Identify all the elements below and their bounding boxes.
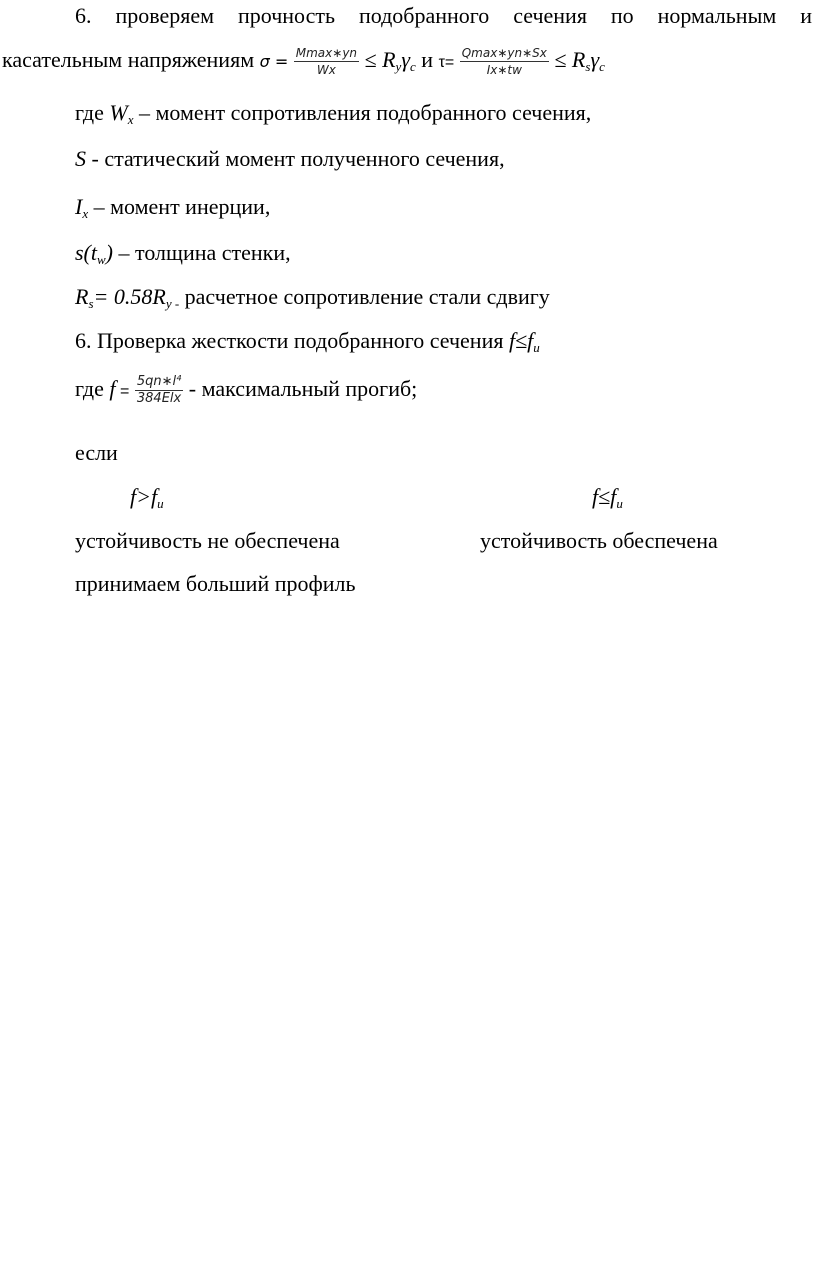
- word: сечения: [513, 3, 587, 28]
- condition-fail: [130, 483, 164, 514]
- word: нормальным: [657, 3, 777, 28]
- definition-ix: [75, 193, 270, 224]
- action-larger-profile: принимаем больший профиль: [75, 571, 356, 596]
- text: расчетное сопротивление стали сдвигу: [179, 284, 550, 309]
- result-pass: устойчивость обеспечена: [480, 528, 718, 553]
- result-fail: устойчивость не обеспечена: [75, 528, 340, 553]
- fraction-numerator: 5qn∗l⁴: [136, 374, 182, 390]
- condition-pass: [592, 483, 623, 514]
- gamma: γ: [401, 47, 410, 72]
- variable: = 0.58R: [93, 284, 166, 309]
- text: 6. Проверка жесткости подобранного сечения: [75, 328, 509, 353]
- variable: ): [105, 240, 113, 265]
- text: где: [75, 100, 110, 125]
- le-rs: ≤ R: [554, 47, 586, 72]
- subscript: y ‐: [165, 296, 180, 311]
- variable: s(t: [75, 240, 97, 265]
- paragraph-step-6-line-2: [2, 46, 605, 77]
- subscript: c: [410, 59, 416, 74]
- tau-symbol: τ=: [438, 54, 455, 71]
- word: по: [610, 3, 634, 28]
- subscript: y: [395, 59, 402, 74]
- subscript: w: [97, 252, 106, 267]
- variable: W: [109, 100, 128, 125]
- text: – толщина стенки,: [113, 240, 291, 265]
- text: ‐ статический момент полученного сечения,: [86, 146, 505, 171]
- word: и: [800, 3, 812, 28]
- definition-rs: [75, 283, 550, 314]
- subscript: x: [127, 112, 134, 127]
- word: подобранного: [358, 3, 490, 28]
- word: проверяем: [115, 3, 215, 28]
- subscript: s: [585, 59, 591, 74]
- variable: I: [75, 194, 83, 219]
- variable: f≤f: [592, 484, 617, 509]
- fraction-denominator: Ix∗tw: [486, 63, 522, 78]
- subscript: u: [533, 340, 540, 355]
- if-label: если: [75, 440, 118, 465]
- subscript: u: [616, 496, 623, 511]
- text: где: [75, 376, 110, 401]
- subscript: u: [157, 496, 164, 511]
- fraction-numerator: Qmax∗yn∗Sx: [461, 46, 547, 61]
- text: ‐ максимальный прогиб;: [188, 376, 418, 401]
- equals: =: [115, 383, 130, 400]
- variable: f>f: [130, 484, 158, 509]
- text: – момент инерции,: [88, 194, 271, 219]
- fraction-denominator: Wx: [316, 63, 336, 78]
- fraction-denominator: 384Elx: [136, 391, 182, 407]
- word: прочность: [237, 3, 335, 28]
- variable: f: [109, 376, 116, 401]
- definition-wx: [75, 99, 591, 130]
- paragraph-step-6-line-1: [75, 2, 812, 30]
- conjunction: и: [421, 47, 439, 72]
- subscript: c: [599, 59, 605, 74]
- le-ry: ≤ R: [364, 47, 396, 72]
- gamma: γ: [590, 47, 600, 72]
- stiffness-check-heading: [75, 327, 540, 358]
- subscript: s: [88, 296, 94, 311]
- variable: f≤f: [508, 328, 534, 353]
- normal-stress-fraction: [294, 46, 359, 77]
- sigma-symbol: σ =: [259, 52, 289, 71]
- deflection-formula: [75, 375, 417, 406]
- subscript: x: [82, 206, 89, 221]
- definition-tw: [75, 239, 291, 270]
- definition-s: [75, 145, 505, 173]
- variable: R: [75, 284, 89, 309]
- word: 6.: [75, 3, 92, 28]
- text: касательным напряжениям: [2, 47, 255, 72]
- variable: S: [75, 146, 86, 171]
- text: – момент сопротивления подобранного сечения,: [133, 100, 592, 125]
- deflection-fraction: [135, 375, 183, 406]
- fraction-numerator: Mmax∗yn: [295, 46, 358, 61]
- shear-stress-fraction: [460, 46, 549, 77]
